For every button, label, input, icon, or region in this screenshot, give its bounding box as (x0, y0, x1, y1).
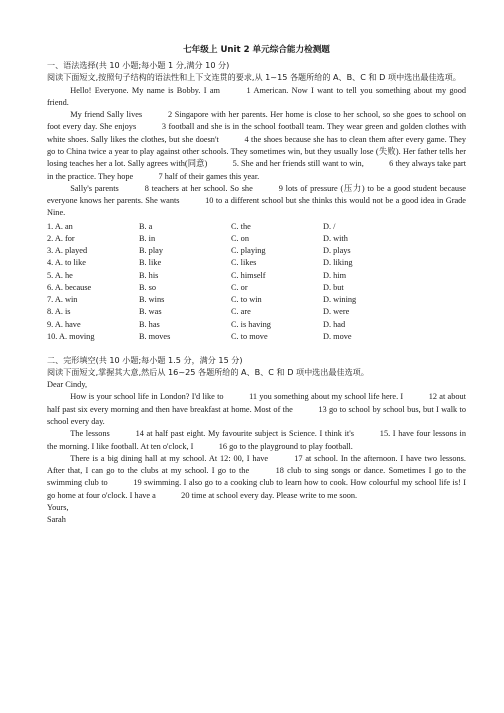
blank-number: 20 (181, 490, 190, 500)
blank-number: 10 (205, 196, 214, 206)
section1-paragraph-1: Hello! Everyone. My name is Bobby. I am 1 American. Now I want to tell you something about my good friend. (47, 85, 466, 107)
section2-instruction: 阅读下面短文,掌握其大意,然后从 16~25 各题所给的 A、B、C 和 D 项中选出最佳选项。 (47, 367, 369, 378)
blank-number: 19 (133, 478, 142, 488)
blank-number: 12 (428, 392, 438, 402)
option-row: 9. A. have B. has C. is having D. had (47, 319, 346, 329)
blank-number: 18 (275, 466, 284, 476)
section1-options (47, 221, 466, 344)
blank-number: 7 (158, 171, 163, 181)
blank-number: 15 (379, 429, 389, 439)
blank-number: 16 (218, 441, 228, 451)
blank-number: 2 (168, 110, 173, 120)
option-row: 1. A. an B. a C. the D. / (47, 221, 336, 231)
blank-number: 9 (278, 183, 283, 193)
section1-paragraph-3: Sally's parents 8 teachers at her school. So she 9 lots of pressure (压力) to be a good student because everyone knows her parents. She wants 10 to a different school but she thinks this would not be a good idea in Grade Nine. (47, 183, 466, 218)
section2-paragraph-1: How is your school life in London? I'd like to 11 you something about my school life here. I 12 at about half past six every morning and then have breakfast at home. Most of the 13 go to school by school bus, but I walk to school every day. (47, 392, 466, 426)
section2-paragraph-3: There is a big dining hall at my school. At 12: 00, I have 17 at school. In the afternoon. I have two lessons. After that, I can go to the clubs at my school. I go to the 18 club to sing songs or dance. Sometimes I go to the swimming club to 19 swimming. I also go to a cooking club to learn how to cook. How colourful my school life is! I go home at four o'clock. I have a 20 time at school every day. Please write to me soon. (47, 453, 466, 502)
letter-greeting: Dear Cindy, (47, 380, 88, 390)
blank-number: 17 (294, 453, 303, 463)
section2-paragraph-2: The lessons 14 at half past eight. My favourite subject is Science. I think it's 15. I have four lessons in the morning. I like football. At ten o'clock, I 16 go to the playground to play football. (47, 428, 466, 453)
blank-number: 14 (135, 429, 144, 439)
blank-number: 8 (144, 183, 149, 193)
option-row: 7. A. win B. wins C. to win D. wining (47, 295, 357, 305)
blank-number: 4 (244, 134, 249, 144)
option-row: 10. A. moving B. moves C. to move D. move (47, 331, 352, 341)
option-row: 2. A. for B. in C. on D. with (47, 233, 348, 243)
option-row: 5. A. he B. his C. himself D. him (47, 270, 347, 280)
section1-paragraph-2: My friend Sally lives 2 Singapore with her parents. Her home is close to her school, so she goes to school on foot every day. She enjoys 3 football and she is in the school football team. They wear green and golden clothes with white shoes. Sally likes the clothes, but she doesn't 4 the shoes because she has to clean them after every game. They go to China twice a year to play against other schools. They sometimes win, but they usually lose (失败). Her father tells her losing teaches her a lot. Sally agrees with(同意) 5. She and her friends still want to win, 6 they always take part in the practice. They hope 7 half of their games this year. (47, 109, 466, 183)
letter-closing: Yours, (47, 502, 69, 512)
blank-number: 11 (249, 392, 258, 402)
section1-instruction: 阅读下面短文,按照句子结构的语法性和上下文连贯的要求,从 1~15 各题所给的 A、B、C 和 D 项中选出最佳选项。 (47, 71, 461, 82)
blank-number: 3 (161, 122, 167, 132)
letter-signature: Sarah (47, 515, 66, 525)
section2-heading: 二、完形填空(共 10 小题;每小题 1.5 分，满分 15 分) (47, 355, 243, 366)
option-row: 6. A. because B. so C. or D. but (47, 282, 344, 292)
section1-heading: 一、语法选择(共 10 小题;每小题 1 分,满分 10 分) (47, 59, 230, 70)
blank-number: 6 (389, 159, 394, 169)
option-row: 3. A. played B. play C. playing D. plays (47, 246, 351, 256)
blank-number: 1 (246, 85, 251, 95)
option-row: 4. A. to like B. like C. likes D. liking (47, 258, 353, 268)
option-row: 8. A. is B. was C. are D. were (47, 307, 350, 317)
worksheet-title: 七年级上 Unit 2 单元综合能力检测题 (183, 45, 330, 55)
blank-number: 5 (232, 159, 237, 169)
blank-number: 13 (318, 404, 327, 414)
